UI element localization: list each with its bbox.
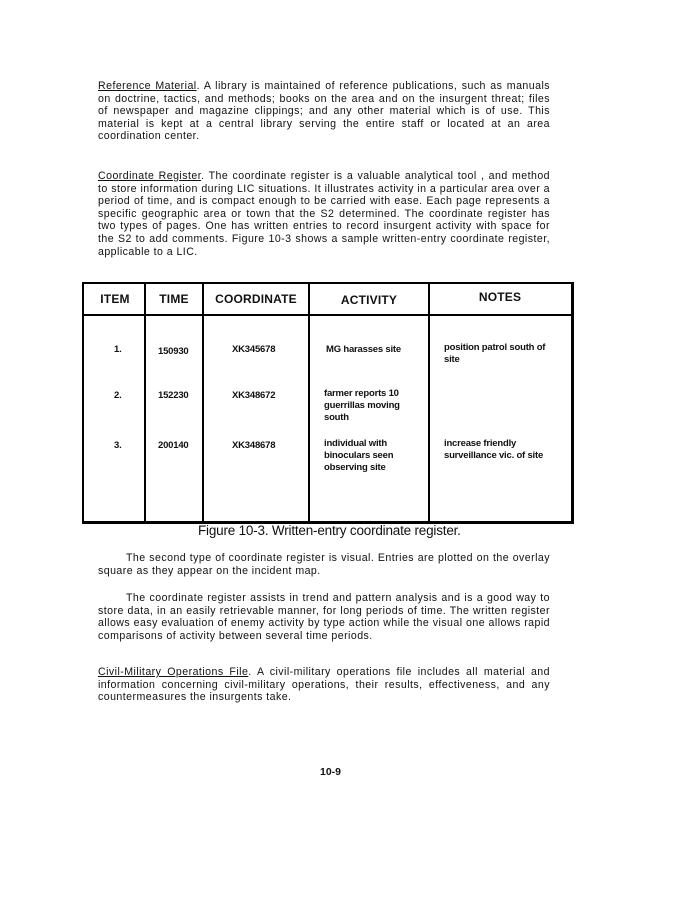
row-1-notes: position patrol south of site [444, 342, 546, 365]
column-divider [308, 284, 310, 521]
column-divider [144, 284, 146, 521]
row-1-activity: MG harasses site [326, 344, 401, 355]
reference-material-paragraph [98, 80, 550, 143]
row-2-coordinate: XK348672 [232, 390, 276, 401]
visual-register-paragraph: The second type of coordinate register is visual. Entries are plotted on the overlay square as they appear on the incident map. [98, 552, 550, 577]
header-activity: ACTIVITY [340, 293, 398, 307]
header-item: ITEM [100, 292, 130, 306]
row-2-item: 2. [114, 390, 122, 401]
civil-military-heading: Civil-Military Operations File [98, 666, 249, 678]
header-coordinate: COORDINATE [215, 292, 297, 306]
row-2-time: 152230 [158, 390, 189, 401]
civil-military-body: . A civil-military operations file includes all material and information concerning civil-military operations, their results, effectiveness, and any countermeasures the insurgents take. [98, 666, 550, 704]
coordinate-register-paragraph [98, 170, 550, 258]
row-3-coordinate: XK348678 [232, 440, 276, 451]
reference-material-body: . A library is maintained of reference publications, such as manuals on doctrine, tactics, and methods; books on the area and on the insurgent threat; files of newspaper and magazine clippings; and any other material which is of use. This material is kept at a central library serving the entire staff or located at an area coordination center. [98, 80, 550, 143]
row-1-item: 1. [114, 344, 122, 355]
trend-analysis-paragraph: The coordinate register assists in trend and pattern analysis and is a good way to store data, in an easily retrievable manner, for long periods of time. The written register allows easy evaluation of enemy activity by type action while the visual one allows rapid comparisons of activity between several time periods. [98, 592, 550, 642]
coordinate-register-heading: Coordinate Register [98, 170, 202, 182]
header-notes: NOTES [478, 290, 522, 304]
column-divider [202, 284, 204, 521]
row-3-item: 3. [114, 440, 122, 451]
row-3-notes: increase friendly surveillance vic. of site [444, 438, 544, 461]
row-3-time: 200140 [158, 440, 189, 451]
row-3-activity: individual with binoculars seen observing site [324, 438, 394, 473]
row-2-activity: farmer reports 10 guerrillas moving south [324, 388, 400, 423]
figure-caption: Figure 10-3. Written-entry coordinate register. [198, 523, 461, 538]
column-divider [428, 284, 430, 521]
coordinate-register-table [82, 282, 574, 524]
page-number: 10-9 [320, 766, 342, 778]
header-time: TIME [159, 292, 189, 306]
row-1-coordinate: XK345678 [232, 344, 276, 355]
row-1-time: 150930 [158, 346, 189, 357]
civil-military-paragraph [98, 666, 550, 704]
reference-material-heading: Reference Material [98, 80, 197, 92]
coordinate-register-body: . The coordinate register is a valuable analytical tool , and method to store information during LIC situations. It illustrates activity in a particular area over a period of time, and is compact enough to be carried with ease. Each page represents a specific geographic area or town that the S2 determined. The coordinate register has two types of pages. One has written entries to record insurgent activity with space for the S2 to add comments. Figure 10-3 shows a sample written-entry coordinate register, applicable to a LIC. [98, 170, 551, 258]
